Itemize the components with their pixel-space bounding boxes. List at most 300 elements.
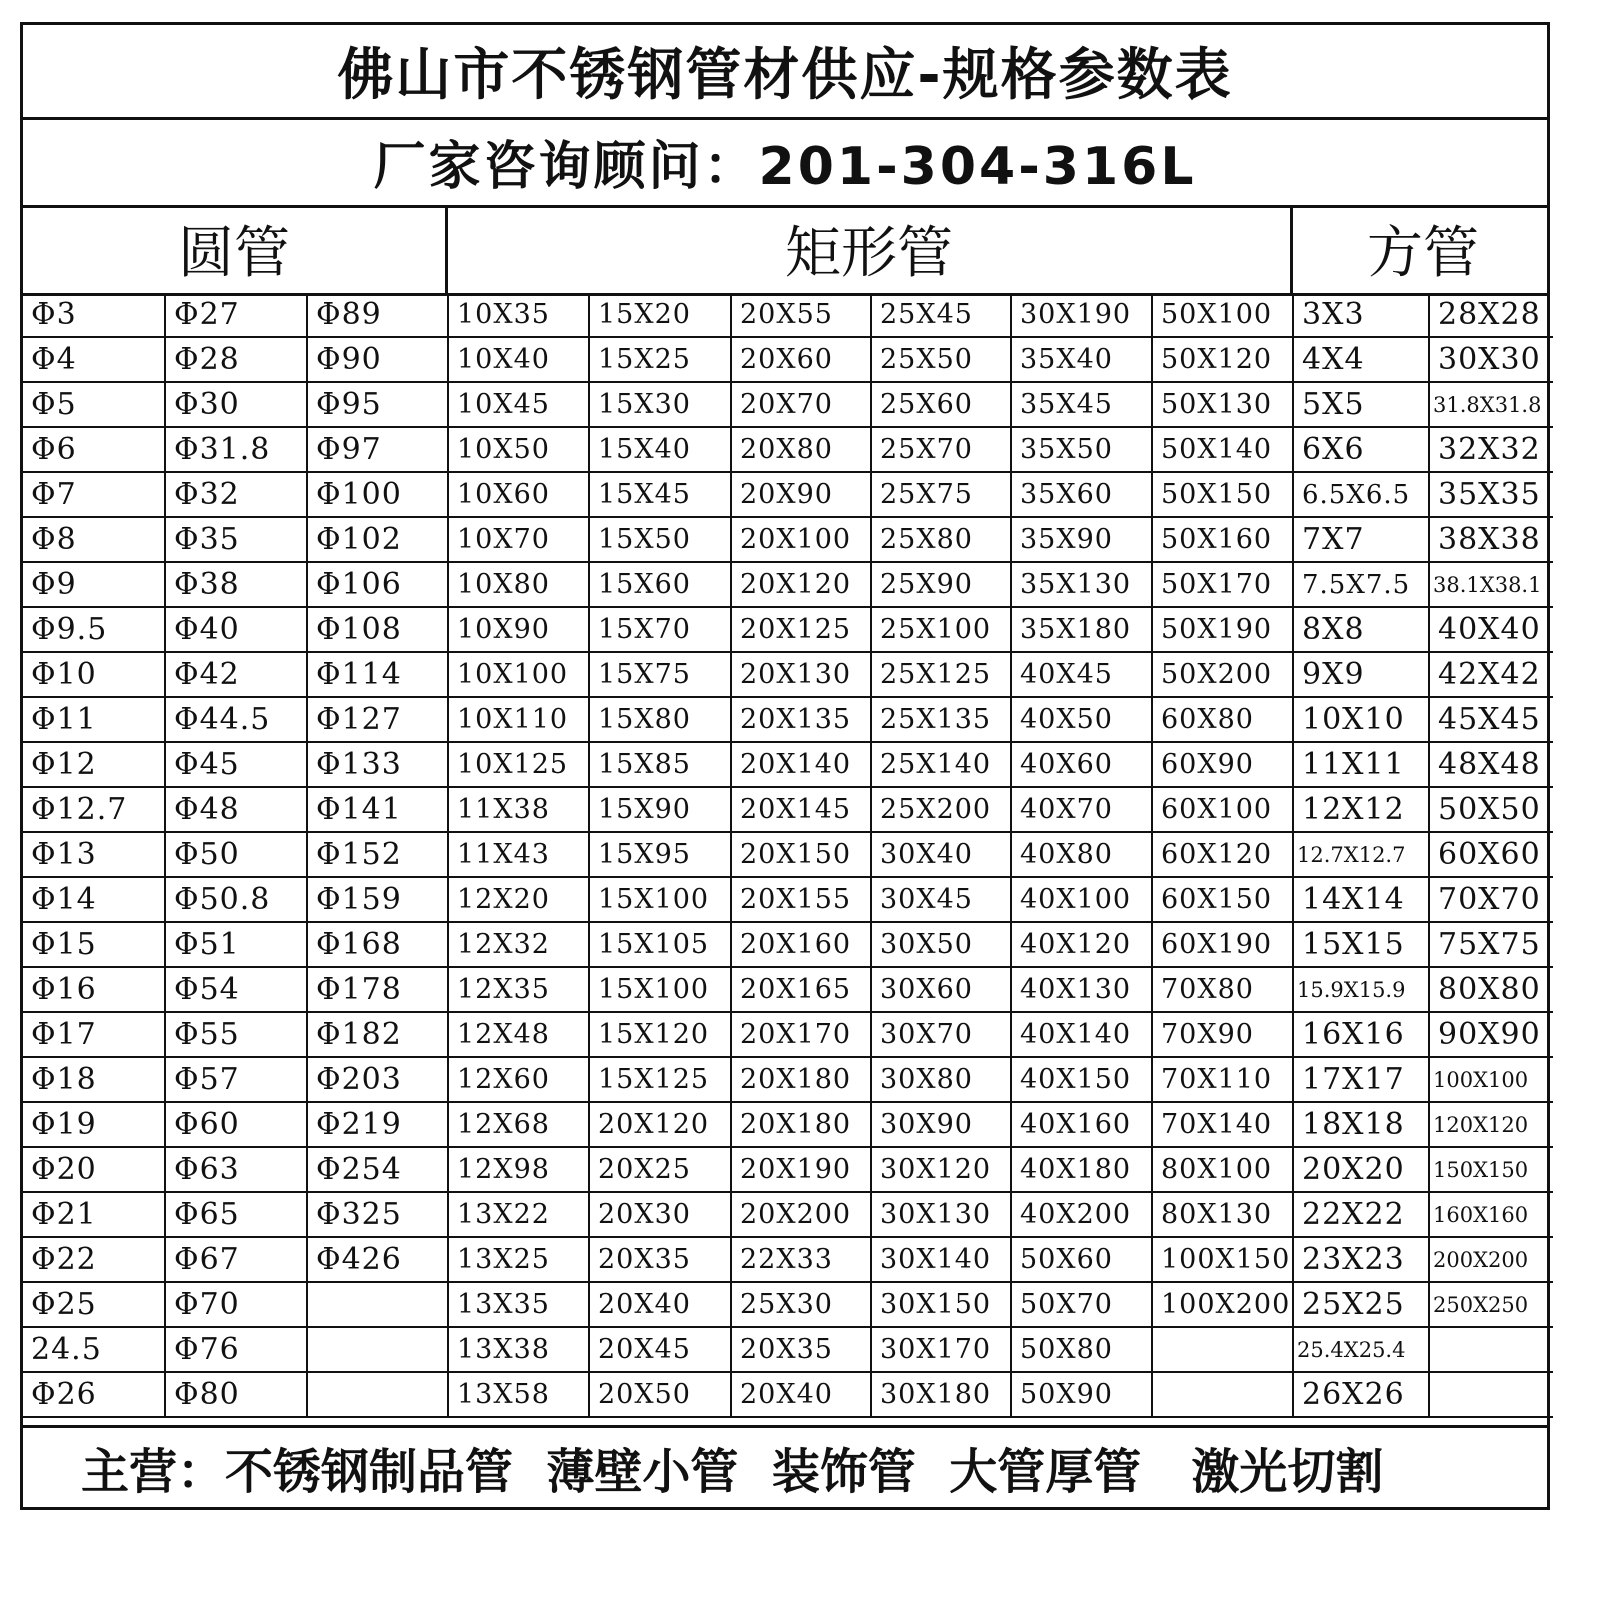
square-spec-cell: 70X70 [1429,877,1553,922]
rect-spec-cell: 15X95 [589,832,731,877]
square-spec-cell: 22X22 [1293,1192,1429,1237]
table-row [23,742,1553,787]
rect-spec-cell: 50X70 [1011,1282,1152,1327]
rect-spec-cell: 30X140 [871,1237,1011,1282]
rect-spec-cell: 20X125 [731,607,871,652]
square-spec-cell: 75X75 [1429,922,1553,967]
rect-spec-cell [1152,1327,1293,1372]
round-spec-cell: Φ426 [307,1237,448,1282]
rect-spec-cell: 30X80 [871,1057,1011,1102]
round-spec-cell: Φ127 [307,697,448,742]
rect-spec-cell: 15X45 [589,472,731,517]
round-spec-cell: Φ57 [165,1057,307,1102]
rect-spec-cell: 20X180 [731,1102,871,1147]
rect-spec-cell: 10X110 [448,697,589,742]
rect-spec-cell: 70X90 [1152,1012,1293,1057]
round-spec-cell: Φ35 [165,517,307,562]
table-row [23,1372,1553,1417]
rect-spec-cell: 30X70 [871,1012,1011,1057]
round-spec-cell: Φ108 [307,607,448,652]
round-spec-cell: Φ40 [165,607,307,652]
rect-spec-cell: 40X70 [1011,787,1152,832]
rect-spec-cell: 25X60 [871,382,1011,427]
rect-spec-cell: 20X150 [731,832,871,877]
round-spec-cell: Φ65 [165,1192,307,1237]
rect-spec-cell: 50X100 [1152,293,1293,337]
section-header-square: 方管 [1367,221,1479,286]
table-row [23,832,1553,877]
round-spec-cell: Φ9.5 [23,607,165,652]
round-spec-cell: Φ254 [307,1147,448,1192]
rect-spec-cell: 50X200 [1152,652,1293,697]
rect-spec-cell: 22X33 [731,1237,871,1282]
rect-spec-cell: 70X140 [1152,1102,1293,1147]
round-spec-cell: Φ133 [307,742,448,787]
rect-spec-cell: 100X200 [1152,1282,1293,1327]
rect-spec-cell: 25X200 [871,787,1011,832]
rect-spec-cell: 25X70 [871,427,1011,472]
rect-spec-cell: 35X90 [1011,517,1152,562]
rect-spec-cell: 40X45 [1011,652,1152,697]
rect-spec-cell: 11X38 [448,787,589,832]
round-spec-cell: Φ203 [307,1057,448,1102]
round-spec-cell: Φ32 [165,472,307,517]
round-spec-cell: Φ102 [307,517,448,562]
square-spec-cell: 25.4X25.4 [1293,1327,1429,1372]
rect-spec-cell: 25X45 [871,293,1011,337]
round-spec-cell: Φ20 [23,1147,165,1192]
rect-spec-cell: 40X100 [1011,877,1152,922]
round-spec-cell: Φ76 [165,1327,307,1372]
square-spec-cell: 26X26 [1293,1372,1429,1417]
round-spec-cell: Φ8 [23,517,165,562]
round-spec-cell: Φ30 [165,382,307,427]
rect-spec-cell: 10X70 [448,517,589,562]
round-spec-cell: Φ80 [165,1372,307,1417]
rect-spec-cell: 40X140 [1011,1012,1152,1057]
rect-spec-cell: 20X35 [589,1237,731,1282]
round-spec-cell: Φ19 [23,1102,165,1147]
round-spec-cell: Φ54 [165,967,307,1012]
rect-spec-cell: 20X40 [589,1282,731,1327]
rect-spec-cell: 40X200 [1011,1192,1152,1237]
square-spec-cell: 60X60 [1429,832,1553,877]
rect-spec-cell: 10X125 [448,742,589,787]
rect-spec-cell: 10X45 [448,382,589,427]
square-spec-cell: 14X14 [1293,877,1429,922]
rect-spec-cell: 60X90 [1152,742,1293,787]
round-spec-cell: Φ60 [165,1102,307,1147]
rect-spec-cell: 60X100 [1152,787,1293,832]
rect-spec-cell: 15X120 [589,1012,731,1057]
rect-spec-cell: 50X80 [1011,1327,1152,1372]
square-spec-cell: 40X40 [1429,607,1553,652]
table-row [23,967,1553,1012]
square-spec-cell: 200X200 [1429,1237,1553,1282]
rect-spec-cell: 35X45 [1011,382,1152,427]
rect-spec-cell: 25X50 [871,337,1011,382]
rect-spec-cell: 15X105 [589,922,731,967]
square-spec-cell: 12.7X12.7 [1293,832,1429,877]
square-spec-cell: 38X38 [1429,517,1553,562]
rect-spec-cell: 20X90 [731,472,871,517]
rect-spec-cell: 30X90 [871,1102,1011,1147]
rect-spec-cell: 10X80 [448,562,589,607]
rect-spec-cell: 40X180 [1011,1147,1152,1192]
round-spec-cell: Φ31.8 [165,427,307,472]
rect-spec-cell: 20X145 [731,787,871,832]
rect-spec-cell: 80X100 [1152,1147,1293,1192]
square-spec-cell: 90X90 [1429,1012,1553,1057]
table-row [23,1102,1553,1147]
rect-spec-cell: 40X60 [1011,742,1152,787]
rect-spec-cell: 30X130 [871,1192,1011,1237]
rect-spec-cell: 20X45 [589,1327,731,1372]
rect-spec-cell: 12X20 [448,877,589,922]
table-row [23,1327,1553,1372]
square-spec-cell: 30X30 [1429,337,1553,382]
table-row [23,1282,1553,1327]
rect-spec-cell: 20X25 [589,1147,731,1192]
round-spec-cell: Φ50.8 [165,877,307,922]
rect-spec-cell: 15X60 [589,562,731,607]
rect-spec-cell: 60X80 [1152,697,1293,742]
rect-spec-cell: 50X140 [1152,427,1293,472]
round-spec-cell: Φ95 [307,382,448,427]
table-row [23,293,1553,337]
square-spec-cell: 23X23 [1293,1237,1429,1282]
round-spec-cell: Φ48 [165,787,307,832]
rect-spec-cell: 30X45 [871,877,1011,922]
square-spec-cell: 6.5X6.5 [1293,472,1429,517]
rect-spec-cell: 20X30 [589,1192,731,1237]
square-spec-cell: 50X50 [1429,787,1553,832]
round-spec-cell [307,1372,448,1417]
rect-spec-cell [1152,1372,1293,1417]
table-row [23,877,1553,922]
round-spec-cell: Φ14 [23,877,165,922]
round-spec-cell: Φ9 [23,562,165,607]
rect-spec-cell: 40X130 [1011,967,1152,1012]
round-spec-cell: Φ12.7 [23,787,165,832]
rect-spec-cell: 20X70 [731,382,871,427]
square-spec-cell: 28X28 [1429,293,1553,337]
square-spec-cell: 20X20 [1293,1147,1429,1192]
table-row [23,472,1553,517]
table-row [23,1147,1553,1192]
rect-spec-cell: 13X25 [448,1237,589,1282]
rect-spec-cell: 15X25 [589,337,731,382]
square-spec-cell: 25X25 [1293,1282,1429,1327]
square-spec-cell: 38.1X38.1 [1429,562,1553,607]
square-spec-cell: 6X6 [1293,427,1429,472]
table-row [23,427,1553,472]
rect-spec-cell: 12X48 [448,1012,589,1057]
rect-spec-cell: 25X125 [871,652,1011,697]
round-spec-cell: Φ42 [165,652,307,697]
round-spec-cell: Φ45 [165,742,307,787]
round-spec-cell: Φ27 [165,293,307,337]
rect-spec-cell: 50X150 [1152,472,1293,517]
page-title: 佛山市不锈钢管材供应-规格参数表 [23,25,1547,120]
rect-spec-cell: 20X50 [589,1372,731,1417]
rect-spec-cell: 30X180 [871,1372,1011,1417]
rect-spec-cell: 15X100 [589,877,731,922]
rect-spec-cell: 20X140 [731,742,871,787]
rect-spec-cell: 11X43 [448,832,589,877]
round-spec-cell: Φ63 [165,1147,307,1192]
round-spec-cell: Φ67 [165,1237,307,1282]
rect-spec-cell: 40X160 [1011,1102,1152,1147]
round-spec-cell: Φ21 [23,1192,165,1237]
rect-spec-cell: 35X130 [1011,562,1152,607]
round-spec-cell: Φ70 [165,1282,307,1327]
round-spec-cell: Φ3 [23,293,165,337]
square-spec-cell: 18X18 [1293,1102,1429,1147]
rect-spec-cell: 70X80 [1152,967,1293,1012]
round-spec-cell: Φ219 [307,1102,448,1147]
rect-spec-cell: 40X80 [1011,832,1152,877]
rect-spec-cell: 50X90 [1011,1372,1152,1417]
rect-spec-cell: 15X20 [589,293,731,337]
round-spec-cell [307,1327,448,1372]
table-row [23,1012,1553,1057]
table-row [23,562,1553,607]
rect-spec-cell: 15X100 [589,967,731,1012]
square-spec-cell: 9X9 [1293,652,1429,697]
rect-spec-cell: 25X80 [871,517,1011,562]
round-spec-cell: Φ182 [307,1012,448,1057]
rect-spec-cell: 60X190 [1152,922,1293,967]
round-spec-cell: Φ50 [165,832,307,877]
rect-spec-cell: 50X60 [1011,1237,1152,1282]
rect-spec-cell: 12X68 [448,1102,589,1147]
square-spec-cell: 32X32 [1429,427,1553,472]
rect-spec-cell: 25X100 [871,607,1011,652]
rect-spec-cell: 70X110 [1152,1057,1293,1102]
round-spec-cell [307,1282,448,1327]
round-spec-cell: Φ325 [307,1192,448,1237]
square-spec-cell: 150X150 [1429,1147,1553,1192]
square-spec-cell: 7.5X7.5 [1293,562,1429,607]
rect-spec-cell: 15X90 [589,787,731,832]
rect-spec-cell: 60X150 [1152,877,1293,922]
rect-spec-cell: 20X40 [731,1372,871,1417]
square-spec-cell: 3X3 [1293,293,1429,337]
rect-spec-cell: 20X160 [731,922,871,967]
rect-spec-cell: 20X55 [731,293,871,337]
square-spec-cell: 100X100 [1429,1057,1553,1102]
square-spec-cell: 160X160 [1429,1192,1553,1237]
rect-spec-cell: 20X35 [731,1327,871,1372]
round-spec-cell: Φ44.5 [165,697,307,742]
round-spec-cell: Φ55 [165,1012,307,1057]
round-spec-cell: Φ7 [23,472,165,517]
rect-spec-cell: 30X40 [871,832,1011,877]
rect-spec-cell: 30X150 [871,1282,1011,1327]
table-row [23,1237,1553,1282]
rect-spec-cell: 35X40 [1011,337,1152,382]
round-spec-cell: Φ6 [23,427,165,472]
table-row [23,1057,1553,1102]
rect-spec-cell: 10X40 [448,337,589,382]
spec-table [23,293,1553,1418]
rect-spec-cell: 10X35 [448,293,589,337]
rect-spec-cell: 20X60 [731,337,871,382]
rect-spec-cell: 40X150 [1011,1057,1152,1102]
rect-spec-cell: 12X35 [448,967,589,1012]
square-spec-cell [1429,1327,1553,1372]
table-row [23,697,1553,742]
square-spec-cell: 17X17 [1293,1057,1429,1102]
rect-spec-cell: 25X30 [731,1282,871,1327]
rect-spec-cell: 15X80 [589,697,731,742]
rect-spec-cell: 13X35 [448,1282,589,1327]
rect-spec-cell: 50X190 [1152,607,1293,652]
rect-spec-cell: 50X170 [1152,562,1293,607]
rect-spec-cell: 80X130 [1152,1192,1293,1237]
rect-spec-cell: 20X80 [731,427,871,472]
square-spec-cell: 45X45 [1429,697,1553,742]
square-spec-cell: 12X12 [1293,787,1429,832]
rect-spec-cell: 20X180 [731,1057,871,1102]
rect-spec-cell: 20X120 [589,1102,731,1147]
rect-spec-cell: 12X60 [448,1057,589,1102]
spec-sheet [20,22,1550,1510]
rect-spec-cell: 10X100 [448,652,589,697]
round-spec-cell: Φ15 [23,922,165,967]
round-spec-cell: Φ12 [23,742,165,787]
square-spec-cell: 42X42 [1429,652,1553,697]
square-spec-cell: 15X15 [1293,922,1429,967]
square-spec-cell: 10X10 [1293,697,1429,742]
table-row [23,787,1553,832]
section-header-row [23,205,1547,296]
rect-spec-cell: 30X120 [871,1147,1011,1192]
rect-spec-cell: 20X135 [731,697,871,742]
rect-spec-cell: 20X190 [731,1147,871,1192]
footer-business: 主营：不锈钢制品管 薄壁小管 装饰管 大管厚管 激光切割 [23,1425,1547,1507]
rect-spec-cell: 12X32 [448,922,589,967]
rect-spec-cell: 35X50 [1011,427,1152,472]
square-spec-cell: 35X35 [1429,472,1553,517]
rect-spec-cell: 20X155 [731,877,871,922]
table-row [23,607,1553,652]
round-spec-cell: Φ38 [165,562,307,607]
rect-spec-cell: 25X140 [871,742,1011,787]
round-spec-cell: Φ16 [23,967,165,1012]
table-row [23,652,1553,697]
rect-spec-cell: 20X170 [731,1012,871,1057]
rect-spec-cell: 15X85 [589,742,731,787]
round-spec-cell: Φ106 [307,562,448,607]
rect-spec-cell: 13X22 [448,1192,589,1237]
round-spec-cell: Φ28 [165,337,307,382]
rect-spec-cell: 15X70 [589,607,731,652]
rect-spec-cell: 40X120 [1011,922,1152,967]
square-spec-cell: 7X7 [1293,517,1429,562]
rect-spec-cell: 13X38 [448,1327,589,1372]
square-spec-cell: 15.9X15.9 [1293,967,1429,1012]
rect-spec-cell: 50X130 [1152,382,1293,427]
table-row [23,382,1553,427]
rect-spec-cell: 15X40 [589,427,731,472]
square-spec-cell: 48X48 [1429,742,1553,787]
rect-spec-cell: 20X200 [731,1192,871,1237]
rect-spec-cell: 30X170 [871,1327,1011,1372]
rect-spec-cell: 13X58 [448,1372,589,1417]
round-spec-cell: Φ141 [307,787,448,832]
round-spec-cell: Φ10 [23,652,165,697]
round-spec-cell: 24.5 [23,1327,165,1372]
table-row [23,337,1553,382]
round-spec-cell: Φ168 [307,922,448,967]
round-spec-cell: Φ100 [307,472,448,517]
round-spec-cell: Φ4 [23,337,165,382]
section-header-round: 圆管 [23,205,448,293]
rect-spec-cell: 12X98 [448,1147,589,1192]
rect-spec-cell: 25X135 [871,697,1011,742]
square-spec-cell: 5X5 [1293,382,1429,427]
rect-spec-cell: 50X120 [1152,337,1293,382]
square-spec-cell: 8X8 [1293,607,1429,652]
round-spec-cell: Φ13 [23,832,165,877]
square-spec-cell: 11X11 [1293,742,1429,787]
round-spec-cell: Φ152 [307,832,448,877]
rect-spec-cell: 15X125 [589,1057,731,1102]
round-spec-cell: Φ22 [23,1237,165,1282]
round-spec-cell: Φ5 [23,382,165,427]
rect-spec-cell: 50X160 [1152,517,1293,562]
rect-spec-cell: 10X60 [448,472,589,517]
square-spec-cell: 31.8X31.8 [1429,382,1553,427]
round-spec-cell: Φ114 [307,652,448,697]
round-spec-cell: Φ97 [307,427,448,472]
rect-spec-cell: 30X50 [871,922,1011,967]
rect-spec-cell: 35X180 [1011,607,1152,652]
round-spec-cell: Φ159 [307,877,448,922]
round-spec-cell: Φ18 [23,1057,165,1102]
rect-spec-cell: 15X30 [589,382,731,427]
round-spec-cell: Φ25 [23,1282,165,1327]
square-spec-cell: 16X16 [1293,1012,1429,1057]
square-spec-cell: 250X250 [1429,1282,1553,1327]
rect-spec-cell: 40X50 [1011,697,1152,742]
round-spec-cell: Φ17 [23,1012,165,1057]
table-row [23,922,1553,967]
rect-spec-cell: 20X165 [731,967,871,1012]
round-spec-cell: Φ178 [307,967,448,1012]
table-row [23,1192,1553,1237]
round-spec-cell: Φ90 [307,337,448,382]
square-spec-cell: 4X4 [1293,337,1429,382]
rect-spec-cell: 60X120 [1152,832,1293,877]
round-spec-cell: Φ26 [23,1372,165,1417]
table-row [23,517,1553,562]
rect-spec-cell: 10X90 [448,607,589,652]
round-spec-cell: Φ11 [23,697,165,742]
rect-spec-cell: 15X50 [589,517,731,562]
rect-spec-cell: 15X75 [589,652,731,697]
rect-spec-cell: 100X150 [1152,1237,1293,1282]
square-spec-cell: 120X120 [1429,1102,1553,1147]
rect-spec-cell: 10X50 [448,427,589,472]
rect-spec-cell: 20X100 [731,517,871,562]
section-header-rect: 矩形管 [448,205,1293,293]
rect-spec-cell: 35X60 [1011,472,1152,517]
rect-spec-cell: 20X130 [731,652,871,697]
square-spec-cell: 80X80 [1429,967,1553,1012]
